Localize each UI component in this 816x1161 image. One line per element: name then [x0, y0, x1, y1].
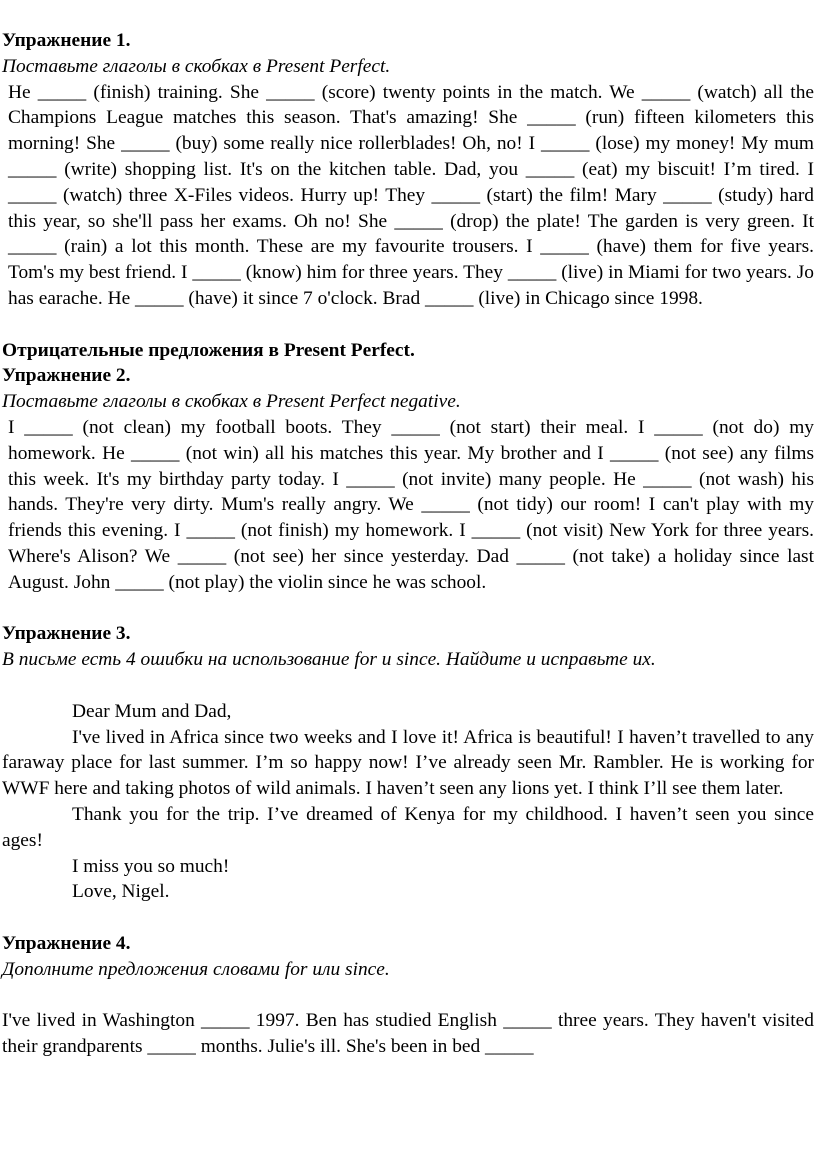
document-page [2, 28, 814, 1060]
exercise-4-heading: Упражнение 4. [2, 932, 131, 954]
exercise-2-instruction: Поставьте глаголы в скобках в Present Perfect negative. [2, 391, 461, 413]
letter-signoff: Love, Nigel. [72, 881, 170, 903]
exercise-3 [2, 621, 814, 905]
exercise-1 [2, 28, 814, 312]
exercise-1-instruction: Поставьте глаголы в скобках в Present Perfect. [2, 55, 391, 77]
exercise-2 [2, 338, 814, 596]
spacer [2, 905, 814, 931]
spacer [2, 673, 814, 699]
letter-paragraph-1: I've lived in Africa since two weeks and I love it! Africa is beautiful! I haven’t travelled to any faraway place for last summer. I’m so happy now! I’ve already seen Mr. Rambler. He is working for WWF here and taking photos of wild animals. I haven’t seen any lions yet. I think I’ll see them later. [2, 726, 814, 800]
letter-line-miss: I miss you so much! [72, 855, 230, 877]
exercise-2-heading: Упражнение 2. [2, 365, 131, 387]
exercise-2-text: I _____ (not clean) my football boots. They _____ (not start) their meal. I _____ (not do) my homework. He _____ (not win) all his matches this year. My brother and I _____ (not see) any films this week. It's my birthday party today. I _____ (not invite) many people. He _____ (not wash) his hands. They're very dirty. Mum's really angry. We _____ (not tidy) our room! I can't play with my friends this evening. I _____ (not finish) my homework. I _____ (not visit) New York for three years. Where's Alison? We _____ (not see) her since yesterday. Dad _____ (not take) a holiday since last August. John _____ (not play) the violin since he was school. [8, 416, 814, 593]
spacer [2, 982, 814, 1008]
exercise-4-text: I've lived in Washington _____ 1997. Ben has studied English _____ three years. They haven't visited their grandparents _____ months. Julie's ill. She's been in bed _____ [2, 1010, 814, 1058]
letter [2, 699, 814, 905]
exercise-2-subtitle: Отрицательные предложения в Present Perfect. [2, 339, 415, 361]
letter-paragraph-2: Thank you for the trip. I’ve dreamed of Kenya for my childhood. I haven’t seen you since ages! [2, 803, 814, 851]
exercise-3-instruction: В письме есть 4 ошибки на использование for и since. Найдите и исправьте их. [2, 649, 656, 671]
exercise-1-text: He _____ (finish) training. She _____ (score) twenty points in the match. We _____ (watch) all the Champions League matches this season. That's amazing! She _____ (run) fifteen kilometers this morning! She _____ (buy) some really nice rollerblades! Oh, no! I _____ (lose) my money! My mum _____ (write) shopping list. It's on the kitchen table. Dad, you _____ (eat) my biscuit! I’m tired. I _____ (watch) three X-Files videos. Hurry up! They _____ (start) the film! Mary _____ (study) hard this year, so she'll pass her exams. Oh no! She _____ (drop) the plate! The garden is very green. It _____ (rain) a lot this month. These are my favourite trousers. I _____ (have) them for five years. Tom's my best friend. I _____ (know) him for three years. They _____ (live) in Miami for two years. Jo has earache. He _____ (have) it since 7 o'clock. Brad _____ (live) in Chicago since 1998. [8, 81, 814, 309]
exercise-4 [2, 931, 814, 1060]
letter-salutation: Dear Mum and Dad, [72, 700, 232, 722]
spacer [2, 596, 814, 622]
spacer [2, 312, 814, 338]
exercise-1-heading: Упражнение 1. [2, 30, 131, 51]
exercise-4-instruction: Дополните предложения словами for или since. [2, 958, 390, 980]
exercise-3-heading: Упражнение 3. [2, 623, 131, 645]
